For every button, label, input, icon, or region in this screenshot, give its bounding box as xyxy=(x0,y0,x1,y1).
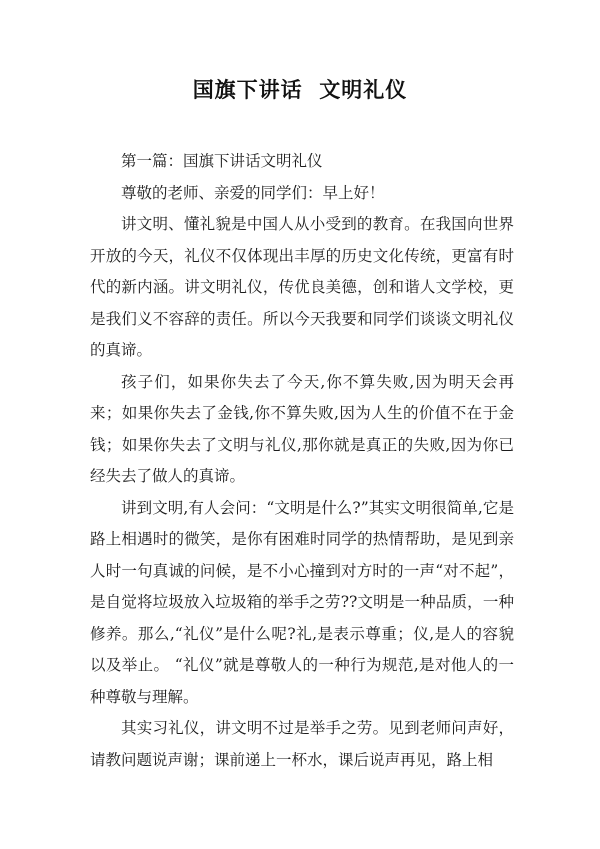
paragraph: 孩子们，如果你失去了今天,你不算失败,因为明天会再来；如果你失去了金钱,你不算失败,因为人生的价值不在于金钱；如果你失去了文明与礼仪,那你就是真正的失败,因为你已经失去了做人的真谛。 xyxy=(90,372,514,485)
paragraph: 讲文明、懂礼貌是中国人从小受到的教育。在我国向世界开放的今天，礼仪不仅体现出丰厚的历史文化传统，更富有时代的新内涵。讲文明礼仪，传优良美德，创和谐人文学校，更是我们义不容辞的责任。所以今天我要和同学们谈谈文明礼仪的真谛。 xyxy=(90,215,514,359)
paragraph: 其实习礼仪，讲文明不过是举手之劳。见到老师问声好，请教问题说声谢；课前递上一杯水，课后说声再见，路上相 xyxy=(90,719,514,769)
paragraph-subtitle: 第一篇：国旗下讲话文明礼仪 xyxy=(121,152,323,170)
paragraph: 讲到文明,有人会问：“文明是什么?”其实文明很简单,它是路上相遇时的微笑，是你有困难时同学的热情帮助，是见到亲人时一句真诚的问候，是不小心撞到对方时的一声“对不起”，是自觉将垃圾放入垃圾箱的举手之劳??文明是一种品质，一种修养。那么,“礼仪”是什么呢?礼,是表示尊重；仪,是人的容貌以及举止。 “礼仪”就是尊敬人的一种行为规范,是对他人的一种尊敬与理解。 xyxy=(90,498,514,706)
document-body xyxy=(90,146,514,776)
paragraph-greeting: 尊敬的老师、亲爱的同学们：早上好！ xyxy=(121,183,385,202)
document-title: 国旗下讲话 文明礼仪 xyxy=(192,78,408,102)
